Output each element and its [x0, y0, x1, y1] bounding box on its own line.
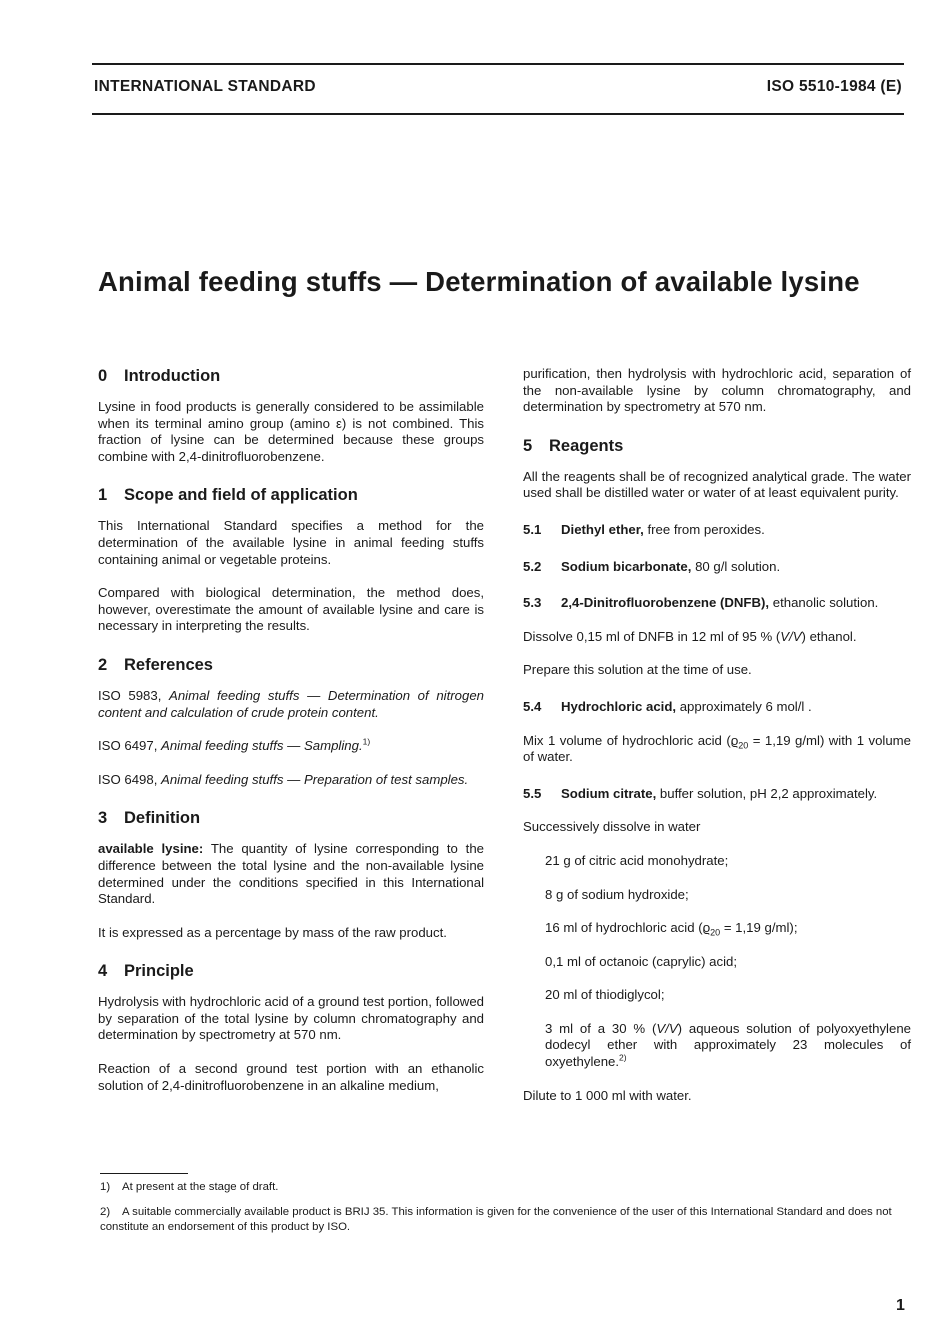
scope-paragraph-2: Compared with biological determination, the method does, however, overestimate the amount of available lysine and care is necessary in interpreting the results. [98, 585, 484, 634]
footnote-2: 2) A suitable commercially available product is BRIJ 35. This information is given for the convenience of the user of this International Standard and does not constitute an endorsement of this product by ISO. [100, 1206, 892, 1233]
principle-paragraph-1: Hydrolysis with hydrochloric acid of a ground test portion, followed by separation of the total lysine by column chromatography and determination by spectrometry at 570 nm. [98, 994, 484, 1043]
reagent-5-2: 5.2 Sodium bicarbonate, 80 g/l solution. [523, 558, 781, 574]
footnote-ref-2: 2) [619, 1052, 627, 1063]
header-document-number: ISO 5510-1984 (E) [766, 78, 902, 95]
reagent-5-5: 5.5 Sodium citrate, buffer solution, pH 2,2 approximately. [523, 785, 878, 801]
list-item: 20 ml of thiodiglycol; [545, 987, 665, 1003]
reagent-5-1: 5.1 Diethyl ether, free from peroxides. [523, 521, 765, 537]
list-item: 16 ml of hydrochloric acid ($ϱ_{20} = 1,19$ g/ml); [545, 920, 798, 938]
reagents-paragraph: All the reagents shall be of recognized analytical grade. The water used shall be distilled water or water of at least equivalent purity. [523, 468, 911, 501]
reagent-5-3: 5.3 2,4-Dinitrofluorobenzene (DNFB), ethanolic solution. [523, 595, 879, 611]
footnote-ref-1: 1) [362, 736, 371, 747]
definition-paragraph: available lysine: The quantity of lysine corresponding to the difference between the total lysine and the non-available lysine determined under the conditions specified in this International Standard. [98, 841, 484, 907]
section-1-heading: 1 Scope and field of application [98, 486, 358, 505]
footnote-1: 1) At present at the stage of draft. [100, 1181, 279, 1193]
reagent-5-5-dilution: Dilute to 1 000 ml with water. [523, 1087, 692, 1103]
header-bottom-rule [92, 113, 904, 115]
section-3-heading: 3 Definition [98, 809, 201, 828]
section-2-heading: 2 References [98, 655, 213, 674]
definition-expression: It is expressed as a percentage by mass of the raw product. [98, 924, 447, 940]
reagent-5-3-note: Prepare this solution at the time of use. [523, 662, 752, 678]
principle-paragraph-2-continued: purification, then hydrolysis with hydrochloric acid, separation of the non-available lysine by column chromatography, and determination by spectrometry at 570 nm. [523, 366, 911, 415]
page-number: 1 [896, 1297, 905, 1314]
section-0-heading: 0 Introduction [98, 367, 221, 385]
reagent-5-4: 5.4 Hydrochloric acid, approximately 6 mol/l . [523, 698, 812, 714]
list-item: 21 g of citric acid monohydrate; [545, 852, 729, 868]
document-title: Animal feeding stuffs — Determination of available lysine [98, 266, 860, 297]
reagent-5-4-preparation: Mix 1 volume of hydrochloric acid ($ϱ_{20} = 1,19$ g/ml) with 1 volume of water. [523, 732, 911, 765]
principle-paragraph-2: Reaction of a second ground test portion with an ethanolic solution of 2,4-dinitrofluorobenzene in an alkaline medium, [98, 1061, 484, 1093]
reference-iso-5983: ISO 5983, Animal feeding stuffs — Determination of nitrogen content and calculation of crude protein content. [98, 687, 484, 720]
reference-iso-6497: ISO 6497, Animal feeding stuffs — Sampling.$^{1)}$ [98, 736, 371, 754]
reference-iso-6498: ISO 6498, Animal feeding stuffs — Preparation of test samples. [98, 771, 469, 787]
right-column [523, 366, 911, 1104]
list-item: 0,1 ml of octanoic (caprylic) acid; [545, 953, 738, 969]
section-5-heading: 5 Reagents [523, 436, 624, 455]
footnote-separator [100, 1173, 188, 1174]
reagent-5-5-intro: Successively dissolve in water [523, 819, 701, 835]
left-column [98, 366, 484, 1094]
definition-term: available lysine: [98, 841, 204, 857]
list-item: 3 ml of a 30 % (V/V) aqueous solution of polyoxyethylene dodecyl ether with approximately 23 molecules of oxyethylene.$^{2)}$ [545, 1020, 911, 1070]
section-4-heading: 4 Principle [98, 962, 194, 981]
list-item: 8 g of sodium hydroxide; [545, 886, 689, 902]
reagent-5-3-preparation: Dissolve 0,15 ml of DNFB in 12 ml of 95 % (V/V) ethanol. [523, 628, 857, 644]
introduction-paragraph: Lysine in food products is generally considered to be assimilable when its terminal amino group (amino ε) is not combined. This fraction of lysine can be determined because these groups combine with 2,4-dinitrofluorobenzene. [98, 399, 484, 464]
scope-paragraph-1: This International Standard specifies a method for the determination of the available lysine in animal feeding stuffs containing animal or vegetable proteins. [98, 518, 484, 567]
header-top-rule [92, 63, 904, 65]
header-standard-label: INTERNATIONAL STANDARD [94, 78, 316, 95]
